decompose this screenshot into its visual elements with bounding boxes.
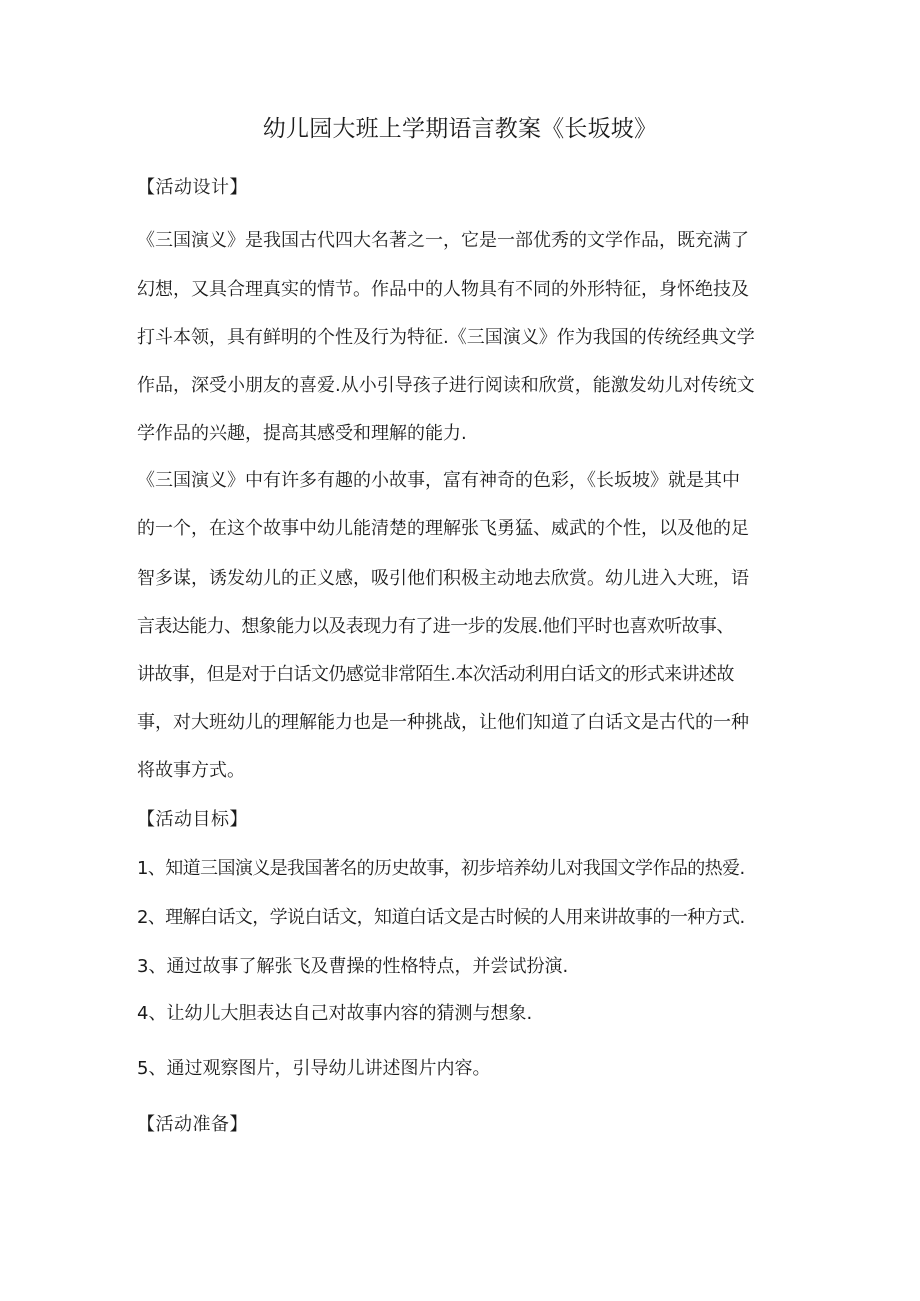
goal-item: 1、知道三国演义是我国著名的历史故事，初步培养幼儿对我国文学作品的热爱. (137, 858, 745, 879)
paragraph-line: 《三国演义》中有许多有趣的小故事，富有神奇的色彩，《长坂坡》就是其中 (137, 470, 740, 491)
paragraph-line: 的一个，在这个故事中幼儿能清楚的理解张飞勇猛、威武的个性，以及他的足 (137, 518, 749, 539)
section-heading-goals: 【活动目标】 (137, 809, 248, 830)
goal-item: 3、通过故事了解张飞及曹操的性格特点，并尝试扮演. (137, 956, 569, 977)
section-heading-design: 【活动设计】 (137, 177, 248, 198)
paragraph-line: 讲故事，但是对于白话文仍感觉非常陌生.本次活动利用白话文的形式来讲述故 (137, 664, 734, 685)
paragraph-line: 事，对大班幼儿的理解能力也是一种挑战，让他们知道了白话文是古代的一种 (137, 712, 749, 733)
goal-item: 5、通过观察图片，引导幼儿讲述图片内容。 (137, 1058, 491, 1079)
paragraph-line: 打斗本领，具有鲜明的个性及行为特征.《三国演义》作为我国的传统经典文学 (137, 327, 755, 348)
goal-item: 4、让幼儿大胆表达自己对故事内容的猜测与想象. (137, 1003, 533, 1024)
section-heading-preparation: 【活动准备】 (137, 1114, 248, 1135)
paragraph-line: 言表达能力、想象能力以及表现力有了进一步的发展.他们平时也喜欢听故事、 (137, 616, 734, 637)
paragraph-line: 将故事方式。 (137, 760, 245, 781)
paragraph-line: 作品，深受小朋友的喜爱.从小引导孩子进行阅读和欣赏，能激发幼儿对传统文 (137, 375, 755, 396)
paragraph-line: 学作品的兴趣，提高其感受和理解的能力. (137, 423, 467, 444)
paragraph-line: 幻想，又具合理真实的情节。作品中的人物具有不同的外形特征，身怀绝技及 (137, 279, 749, 300)
paragraph-line: 智多谋，诱发幼儿的正义感，吸引他们积极主动地去欣赏。幼儿进入大班，语 (137, 568, 749, 589)
paragraph-line: 《三国演义》是我国古代四大名著之一，它是一部优秀的文学作品，既充满了 (137, 230, 749, 251)
document-title: 幼儿园大班上学期语言教案《长坂坡》 (262, 116, 658, 142)
goal-item: 2、理解白话文，学说白话文，知道白话文是古时候的人用来讲故事的一种方式. (137, 907, 745, 928)
